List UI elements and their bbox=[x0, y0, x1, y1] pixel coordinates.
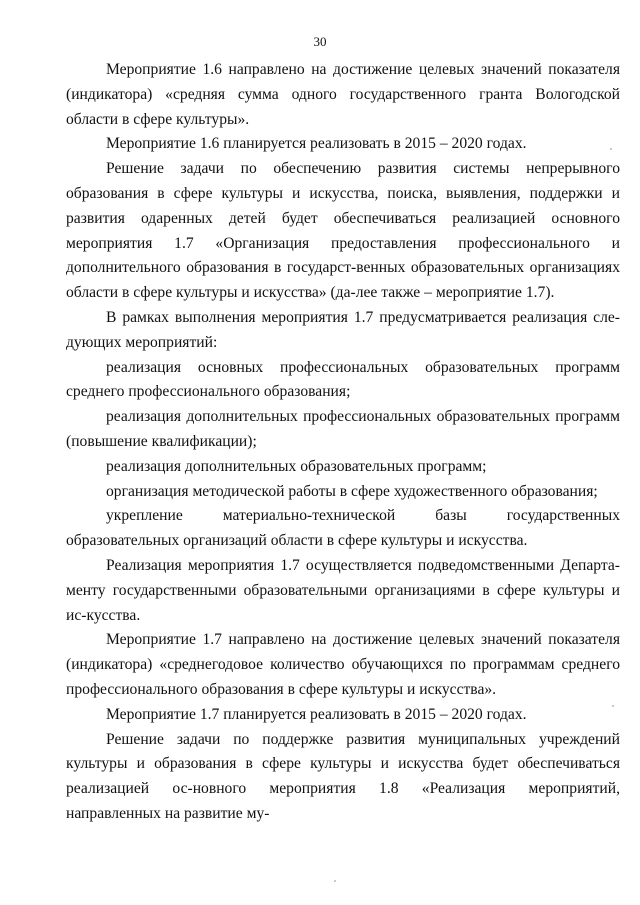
list-item-3: реализация дополнительных образовательных программ; bbox=[106, 457, 487, 475]
paragraph-4: В рамках выполнения мероприятия 1.7 предусматривается реализация сле-дующих мероприятий: bbox=[66, 308, 620, 351]
paragraph-7: Мероприятие 1.7 планируется реализовать в 2015 – 2020 годах. bbox=[106, 705, 527, 723]
body-text bbox=[66, 58, 620, 827]
paragraph-8: Решение задачи по поддержке развития муниципальных учреждений культуры и образования в сфере культуры и искусства будет обеспечиваться реализацией ос-новного мероприятия 1.8 «Реализация мероприятий, направленных на развитие му- bbox=[66, 730, 620, 822]
paragraph-2: Мероприятие 1.6 планируется реализовать в 2015 – 2020 годах. bbox=[106, 135, 527, 153]
scan-speck bbox=[334, 880, 336, 882]
paragraph-5: Реализация мероприятия 1.7 осуществляется подведомственными Департа-менту государственными образовательными организациями в сфере культуры и ис-кусства. bbox=[66, 556, 620, 624]
paragraph-6: Мероприятие 1.7 направлено на достижение целевых значений показателя (индикатора) «среднегодовое количество обучающихся по программам среднего профессионального образования в сфере культуры и искусства». bbox=[66, 631, 620, 698]
paragraph-1: Мероприятие 1.6 направлено на достижение целевых значений показателя (индикатора) «средняя сумма одного государственного гранта Вологодской области в сфере культуры». bbox=[66, 61, 620, 128]
page-number: 30 bbox=[313, 34, 327, 49]
list-item-5: укрепление материально-технической базы государственных образовательных организаций области в сфере культуры и искусства. bbox=[66, 507, 620, 550]
list-item-4: организация методической работы в сфере художественного образования; bbox=[106, 482, 598, 500]
list-item-1: реализация основных профессиональных образовательных программ среднего профессионального образования; bbox=[66, 358, 620, 401]
list-item-2: реализация дополнительных профессиональных образовательных программ (повышение квалификации); bbox=[66, 408, 620, 450]
paragraph-3: Решение задачи по обеспечению развития системы непрерывного образования в сфере культуры и искусства, поиска, выявления, поддержки и развития одаренных детей будет обеспечиваться реализацией основного мероприятия 1.7 «Организация предоставления профессионального и дополнительного образования в государст-венных образовательных организациях области в сфере культуры и искусства» (да-лее также – мероприятие 1.7). bbox=[66, 160, 620, 302]
scan-speck bbox=[610, 148, 612, 150]
scan-speck bbox=[612, 705, 614, 707]
